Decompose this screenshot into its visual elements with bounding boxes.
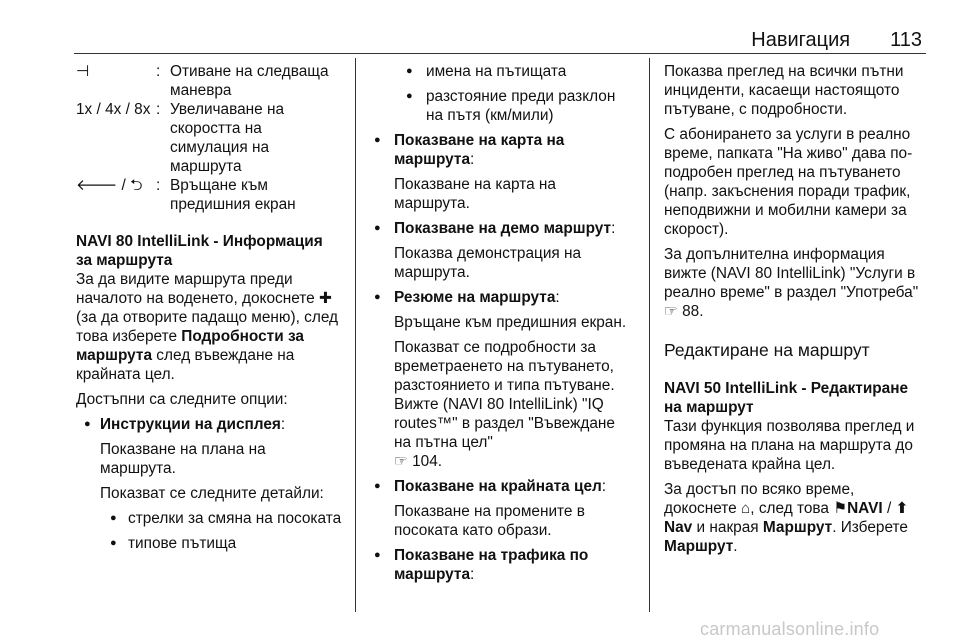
bold-term: Маршрут (762, 519, 833, 536)
page-reference[interactable]: ☞ 104. (394, 453, 443, 470)
section-heading: NAVI 50 IntelliLink - Редактиране на маршрут (664, 380, 909, 416)
bullet-item (76, 415, 342, 434)
bullet-item (370, 546, 636, 584)
bold-term: Показване на карта на маршрута (394, 132, 565, 168)
paragraph (76, 270, 342, 384)
legend-row-back (76, 176, 342, 214)
section-heading: NAVI 80 IntelliLink - Информация за маршрута (76, 233, 323, 269)
text: : (611, 220, 616, 237)
page-title: Навигация (751, 29, 851, 51)
text: : (555, 289, 560, 306)
sub-bullet-item: ● типове пътища (76, 534, 342, 553)
watermark: carmanualsonline.info (700, 619, 880, 639)
text: За допълнителна информация вижте (NAVI 80 IntelliLink) "Услуги в реално време" в раздел "Употреба" (664, 246, 919, 301)
text: : (470, 151, 475, 168)
text: . Изберете (832, 519, 908, 536)
text: / (882, 500, 896, 517)
page-reference[interactable]: ☞ 88. (664, 303, 704, 320)
text: : (601, 478, 607, 495)
text: За да видите маршрута преди началото на воденето, докоснете (76, 271, 319, 307)
bold-term: Маршрут (664, 538, 734, 555)
text: , след това (750, 500, 834, 517)
column-3 (664, 62, 930, 556)
text: след въвеждане на крайната цел. (76, 347, 295, 383)
paragraph: Показва преглед на всички пътни инциденти, касаещи настоящото пътуване, с подробности. (664, 63, 904, 118)
flag-icon: ⚑ (833, 500, 848, 517)
home-icon: ⌂ (740, 500, 751, 517)
bullet-item (370, 477, 636, 496)
page-header (0, 28, 922, 52)
sub-bullet-item: ● разстояние преди разклон на пътя (км/мили) (370, 87, 636, 125)
bold-term: Nav (664, 519, 693, 536)
paragraph: Показва демонстрация на маршрута. (394, 245, 582, 281)
bullet-item (370, 219, 636, 238)
bullet-item (370, 288, 636, 307)
paragraph (370, 338, 636, 471)
text: (за да отворите падащо меню), след това изберете (76, 309, 339, 345)
paragraph: Показване на промените в посоката като образи. (394, 503, 585, 539)
text: : (280, 416, 286, 433)
bold-term: Подробности за маршрута (76, 328, 304, 364)
sub-bullet-item: ● стрелки за смяна на посоката (76, 509, 342, 528)
next-maneuver-icon: ⊣ (76, 63, 90, 80)
legend-separator: : (156, 63, 161, 80)
text: Показват се подробности за времетраенето на пътуването, разстоянието и типа пътуване. Вижте (NAVI 80 IntelliLink) "IQ routes™" в раздел "Въвеждане на пътна цел" (394, 339, 615, 451)
back-arrow-icon: 🡐 / ⮌ (76, 177, 143, 194)
paragraph: Връщане към предишния екран. (394, 314, 627, 331)
legend-row-speed (76, 100, 342, 176)
plus-icon: ✚ (318, 290, 332, 307)
column-1 (76, 62, 342, 553)
header-rule (74, 53, 926, 54)
paragraph: Тази функция позволява преглед и промяна на плана на маршрута до въведената крайна цел. (664, 418, 915, 473)
legend-text: Увеличаване на скоростта на симулация на маршрута (170, 101, 285, 175)
text: . (733, 538, 738, 555)
page-number: 113 (890, 29, 922, 51)
legend-row-next-maneuver (76, 62, 342, 100)
column-divider-1 (355, 58, 356, 612)
paragraph: Показват се следните детайли: (100, 485, 324, 502)
legend-text: Отиване на следваща маневра (170, 63, 329, 99)
column-divider-2 (649, 58, 650, 612)
legend-text: Връщане към предишния екран (170, 177, 296, 213)
section-title: Редактиране на маршрут (664, 340, 870, 360)
sub-bullet-item: ● имена на пътищата (370, 62, 636, 81)
bold-term: Показване на демо маршрут (394, 220, 612, 237)
column-2 (370, 62, 636, 584)
up-arrow-icon: ⬆ (895, 500, 909, 517)
icon-legend (76, 62, 342, 214)
speed-multiplier-label: 1x / 4x / 8x (76, 101, 151, 118)
bullet-item (370, 131, 636, 169)
paragraph: С абонирането за услуги в реално време, папката "На живо" дава по-подробен преглед на пътуването (напр. закъснения поради трафик, неподвижни и мобилни камери за скорост). (664, 126, 913, 238)
bold-term: Резюме на маршрута (394, 289, 556, 306)
text: : (470, 566, 475, 583)
paragraph: Показване на карта на маршрута. (394, 176, 556, 212)
bold-term: Инструкции на дисплея (100, 416, 281, 433)
legend-separator: : (156, 101, 161, 118)
bold-term: Показване на крайната цел (394, 478, 602, 495)
paragraph: Показване на плана на маршрута. (100, 441, 266, 477)
paragraph (664, 480, 930, 556)
bold-term: Показване на трафика по маршрута (394, 547, 589, 583)
legend-separator: : (156, 177, 161, 194)
text: и накрая (692, 519, 763, 536)
text: За достъп по всяко време, докоснете (664, 481, 855, 517)
paragraph (664, 245, 930, 321)
paragraph: Достъпни са следните опции: (76, 391, 288, 408)
bold-term: NAVI (847, 500, 883, 517)
